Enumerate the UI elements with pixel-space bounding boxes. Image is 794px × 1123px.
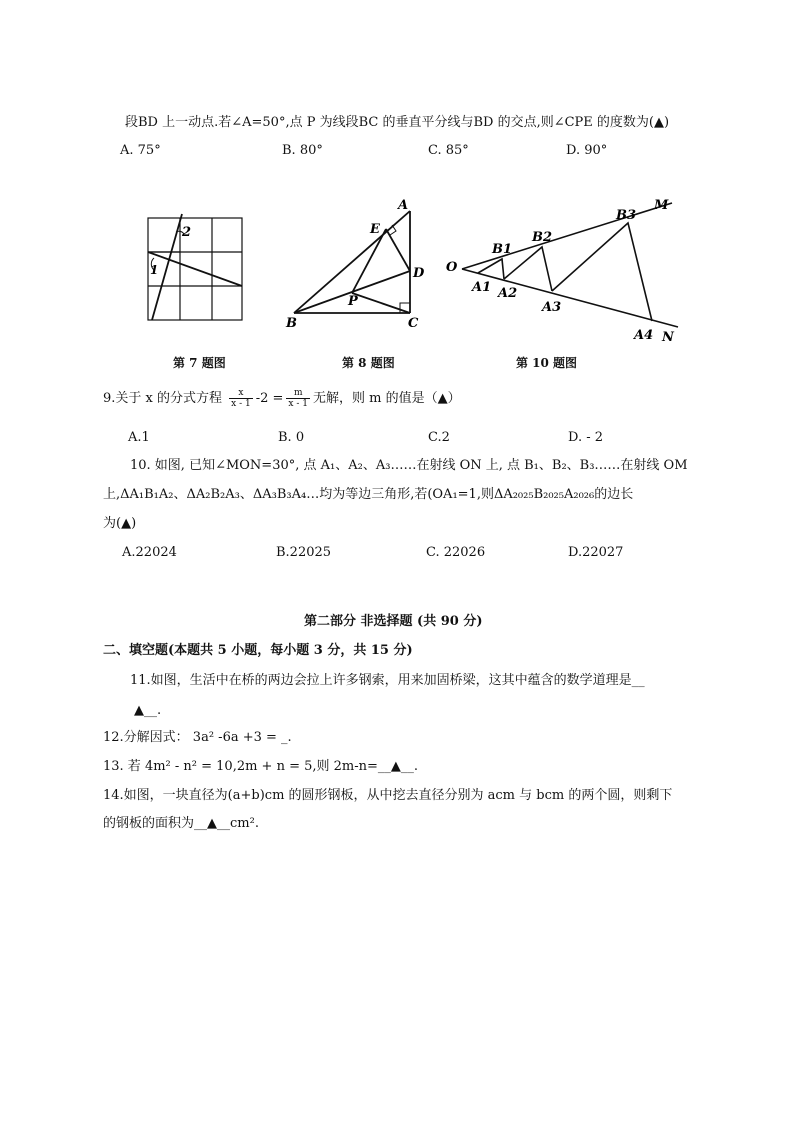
fig10-label-b2: B2 xyxy=(532,230,553,245)
q14-line-1: 14.如图，一块直径为(a+b)cm 的圆形钢板，从中挖去直径分别为 acm 与 bcm 的两个圆，则剩下 xyxy=(103,788,673,803)
q9-frac1-den: x - 1 xyxy=(231,399,251,409)
figure-7-grid xyxy=(140,210,250,330)
fig8-label-b: B xyxy=(286,316,297,331)
q9-option-a: A.1 xyxy=(128,430,150,445)
fig10-label-a1: A1 xyxy=(472,280,492,295)
q10-line-1: 10. 如图, 已知∠MON=30°, 点 A₁、A₂、A₃……在射线 ON 上, 点 B₁、B₂、B₃……在射线 OM xyxy=(130,458,688,473)
q8-option-d: D. 90° xyxy=(566,143,608,158)
q8-option-a: A. 75° xyxy=(120,143,161,158)
q9-fraction-2 xyxy=(286,388,310,409)
fig7-label-1: 1 xyxy=(150,263,159,277)
section-fill-in-heading: 二、填空题(本题共 5 小题，每小题 3 分，共 15 分) xyxy=(103,643,413,658)
q10-option-a: A.22024 xyxy=(122,545,177,560)
q9-middle: -2 = xyxy=(255,391,284,406)
q9-frac2-den: x - 1 xyxy=(288,399,308,409)
fig10-caption: 第 10 题图 xyxy=(516,356,578,370)
fig8-caption: 第 8 题图 xyxy=(342,356,395,370)
fig8-label-p: P xyxy=(348,294,358,309)
q10-option-d: D.22027 xyxy=(568,545,624,560)
fig7-caption: 第 7 题图 xyxy=(173,356,226,370)
figure-8-triangle xyxy=(282,195,432,335)
q8-stem: 段BD 上一动点.若∠A=50°,点 P 为线段BC 的垂直平分线与BD 的交点,则∠CPE 的度数为(▲) xyxy=(125,115,670,130)
fig8-label-c: C xyxy=(408,316,419,331)
fig10-label-a4: A4 xyxy=(634,328,654,343)
q10-option-b: B.22025 xyxy=(276,545,332,560)
fig10-label-a2: A2 xyxy=(498,286,518,301)
q10-line-2: 上,ΔA₁B₁A₂、ΔA₂B₂A₃、ΔA₃B₃A₄…均为等边三角形,若(OA₁=1,则ΔA₂₀₂₅B₂₀₂₅A₂₀₂₆的边长 xyxy=(103,487,634,502)
q13-text: 13. 若 4m² - n² = 10,2m + n = 5,则 2m-n=__▲__. xyxy=(103,759,419,774)
q9-frac2-num: m xyxy=(286,388,310,399)
q11-line-2: ▲__. xyxy=(134,703,162,718)
q11-line-1: 11.如图，生活中在桥的两边会拉上许多钢索，用来加固桥梁，这其中蕴含的数学道理是__ xyxy=(130,673,645,688)
fig10-label-m: M xyxy=(654,198,669,213)
q9-prefix: 9.关于 x 的分式方程 xyxy=(103,391,222,406)
fig10-label-n: N xyxy=(662,330,674,345)
q9-option-b: B. 0 xyxy=(278,430,305,445)
q10-option-c: C. 22026 xyxy=(426,545,486,560)
q9-frac1-num: x xyxy=(229,388,253,399)
q9-option-c: C.2 xyxy=(428,430,450,445)
fig7-label-2: 2 xyxy=(182,225,192,240)
q8-option-c: C. 85° xyxy=(428,143,469,158)
fig10-label-b3: B3 xyxy=(616,208,637,223)
fig8-label-a: A xyxy=(398,198,409,213)
figure-10-rays xyxy=(440,195,690,345)
part2-heading: 第二部分 非选择题 (共 90 分) xyxy=(304,614,483,629)
fig8-label-d: D xyxy=(413,266,425,281)
fig10-label-b1: B1 xyxy=(492,242,513,257)
q10-line-3: 为(▲) xyxy=(103,516,137,531)
q9-option-d: D. - 2 xyxy=(568,430,604,445)
fig8-label-e: E xyxy=(370,222,380,237)
fig10-label-a3: A3 xyxy=(542,300,562,315)
q12-text: 12.分解因式： 3a² -6a +3 = _. xyxy=(103,730,292,745)
q9-stem xyxy=(103,388,461,409)
q8-option-b: B. 80° xyxy=(282,143,323,158)
q14-line-2: 的钢板的面积为__▲__cm². xyxy=(103,816,259,831)
q9-fraction-1 xyxy=(229,388,253,409)
fig10-label-o: O xyxy=(446,260,458,275)
q9-suffix: 无解，则 m 的值是（▲） xyxy=(313,391,461,406)
